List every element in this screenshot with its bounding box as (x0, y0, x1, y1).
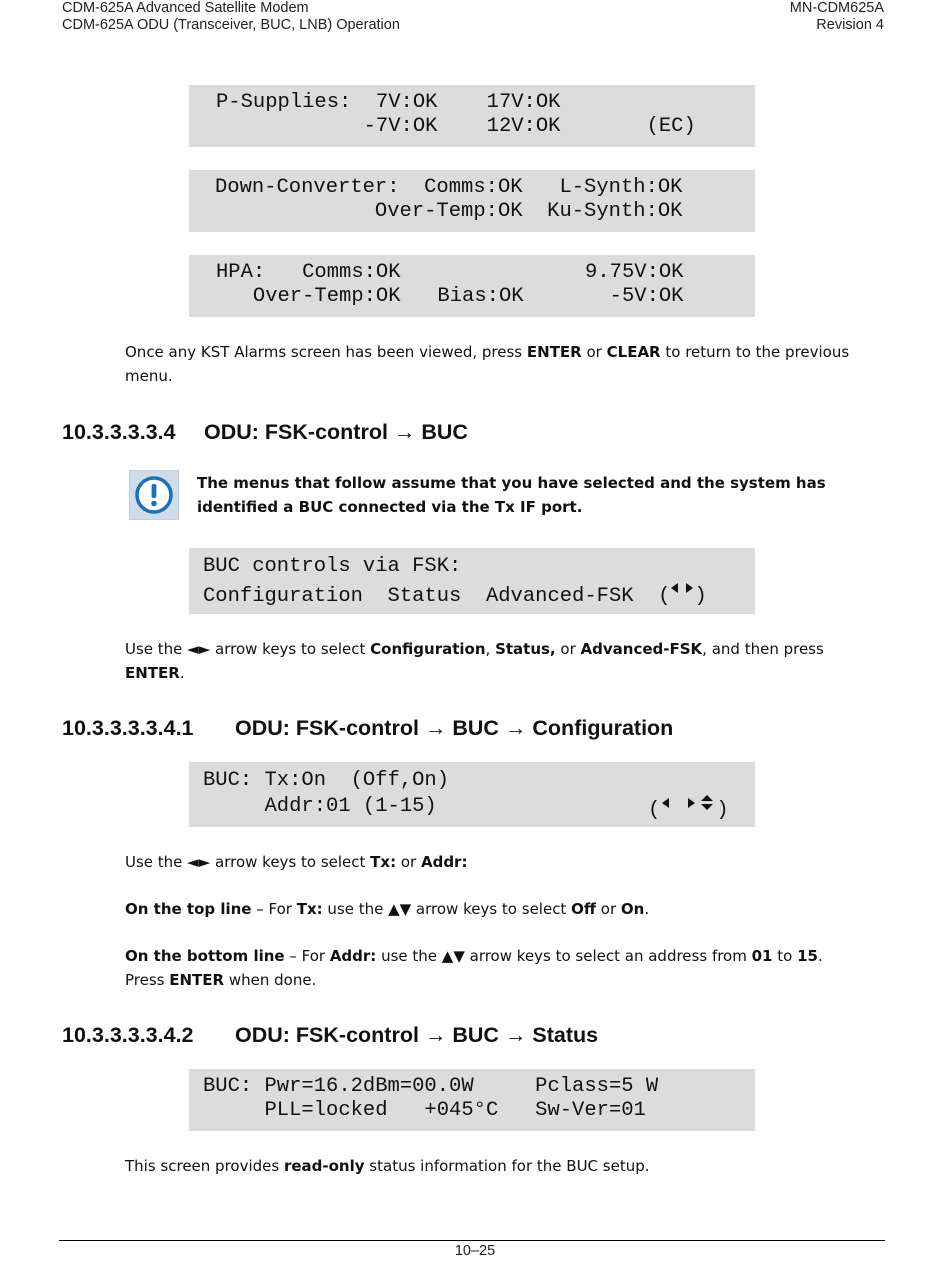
text-bold: Tx: (296, 900, 323, 918)
lcd-line: P-Supplies: 7V:OK 17V:OK (216, 91, 561, 114)
text-bold: Tx: (370, 853, 397, 871)
lcd-line: BUC: Tx:On (Off,On) (203, 769, 450, 792)
lcd-line: Down-Converter: Comms:OK L-Synth:OK (215, 176, 683, 199)
lcd-psupplies-screen (189, 85, 755, 147)
text: or (555, 640, 581, 658)
text: Press (125, 971, 170, 989)
lcd-line: Over-Temp:OK Ku-Synth:OK (215, 200, 683, 223)
lcd-line: PLL=locked +045°C Sw-Ver=01 (203, 1099, 646, 1122)
lcd-text: ( (648, 799, 661, 822)
key-clear: CLEAR (606, 343, 661, 361)
text: status information for the BUC setup. (364, 1157, 650, 1175)
note-text: The menus that follow assume that you have selected and the system has identified a BUC connected via the Tx IF port. (197, 474, 826, 516)
text-bold: Addr: (420, 853, 468, 871)
text: – For (251, 900, 297, 918)
four-way-arrows-icon (660, 799, 716, 822)
config-instructions-top-line (125, 897, 885, 921)
footer-divider (59, 1240, 885, 1241)
page-number: 10–25 (454, 1243, 496, 1259)
section-title: ODU: FSK-control → BUC (204, 420, 468, 444)
lcd-text: ) (694, 585, 707, 608)
text: . (179, 664, 185, 682)
section-number: 10.3.3.3.3.4.2 (62, 1023, 194, 1047)
section-title: ODU: FSK-control → BUC → Configuration (235, 716, 674, 740)
text: , (485, 640, 496, 658)
text: or (396, 853, 421, 871)
text: when done. (224, 971, 317, 989)
kst-instructions (125, 340, 875, 388)
config-instructions-bottom-line (125, 944, 885, 992)
header-revision: Revision 4 (816, 17, 884, 33)
header-doc-title: CDM-625A Advanced Satellite Modem (62, 0, 309, 16)
key-enter: ENTER (526, 343, 582, 361)
section-heading-configuration (62, 716, 673, 741)
lcd-line: BUC: Pwr=16.2dBm=00.0W Pclass=5 W (203, 1075, 659, 1098)
lcd-line (203, 582, 707, 609)
section-title: ODU: FSK-control → BUC → Status (235, 1023, 599, 1047)
text-bold: Configuration (370, 640, 486, 658)
text-bold: On the top line (125, 900, 252, 918)
text: use the ▲▼ arrow keys to select an address from (376, 947, 752, 965)
text: Use the ◄► arrow keys to select (125, 640, 371, 658)
lcd-downconverter-screen (189, 170, 755, 232)
lcd-text: ) (716, 799, 729, 822)
text: or (596, 900, 621, 918)
text: to (772, 947, 798, 965)
section-number: 10.3.3.3.3.4.1 (62, 716, 194, 740)
lcd-line: BUC controls via FSK: (203, 555, 462, 578)
text: . (644, 900, 650, 918)
lcd-line: Addr:01 (1-15) (203, 795, 437, 818)
section-heading-status (62, 1023, 598, 1048)
lcd-buc-menu-screen (189, 548, 755, 614)
page-header-left (62, 0, 400, 34)
text-bold: Off (571, 900, 596, 918)
text-bold: ENTER (169, 971, 225, 989)
text-bold: Addr: (329, 947, 377, 965)
header-chapter-title: CDM-625A ODU (Transceiver, BUC, LNB) Operation (62, 17, 400, 33)
text: . (817, 947, 823, 965)
text: use the ▲▼ arrow keys to select (322, 900, 572, 918)
text: , and then press (702, 640, 824, 658)
text: This screen provides (125, 1157, 284, 1175)
text-bold: On (620, 900, 645, 918)
text-bold: 01 (751, 947, 773, 965)
text-bold: On the bottom line (125, 947, 285, 965)
config-instructions-select (125, 850, 885, 874)
info-exclamation-icon (129, 470, 179, 520)
text-bold: Status, (495, 640, 556, 658)
status-description (125, 1154, 885, 1178)
section-heading-buc (62, 420, 468, 445)
lcd-hpa-screen (189, 255, 755, 317)
text: or (581, 343, 607, 361)
lcd-line (648, 795, 729, 823)
text-bold: ENTER (125, 664, 180, 682)
lcd-line: -7V:OK 12V:OK (EC) (216, 115, 696, 138)
header-doc-number: MN-CDM625A (789, 0, 884, 16)
text: Use the ◄► arrow keys to select (125, 853, 371, 871)
text-bold: read-only (283, 1157, 365, 1175)
text-bold: Advanced-FSK (580, 640, 703, 658)
text-bold: 15 (797, 947, 818, 965)
text: – For (284, 947, 330, 965)
text: Once any KST Alarms screen has been viewed, press (125, 343, 527, 361)
lcd-line: Over-Temp:OK Bias:OK -5V:OK (216, 285, 684, 308)
lcd-buc-configuration-screen (189, 762, 755, 827)
buc-menu-instructions (125, 637, 885, 685)
lcd-text: Configuration Status Advanced-FSK ( (203, 585, 671, 608)
page-header-right (790, 0, 884, 34)
text: to return to the previous menu. (125, 343, 850, 385)
left-right-arrows-icon (670, 585, 694, 608)
lcd-line: HPA: Comms:OK 9.75V:OK (216, 261, 684, 284)
section-number: 10.3.3.3.3.4 (62, 420, 176, 444)
lcd-buc-status-screen (189, 1069, 755, 1131)
